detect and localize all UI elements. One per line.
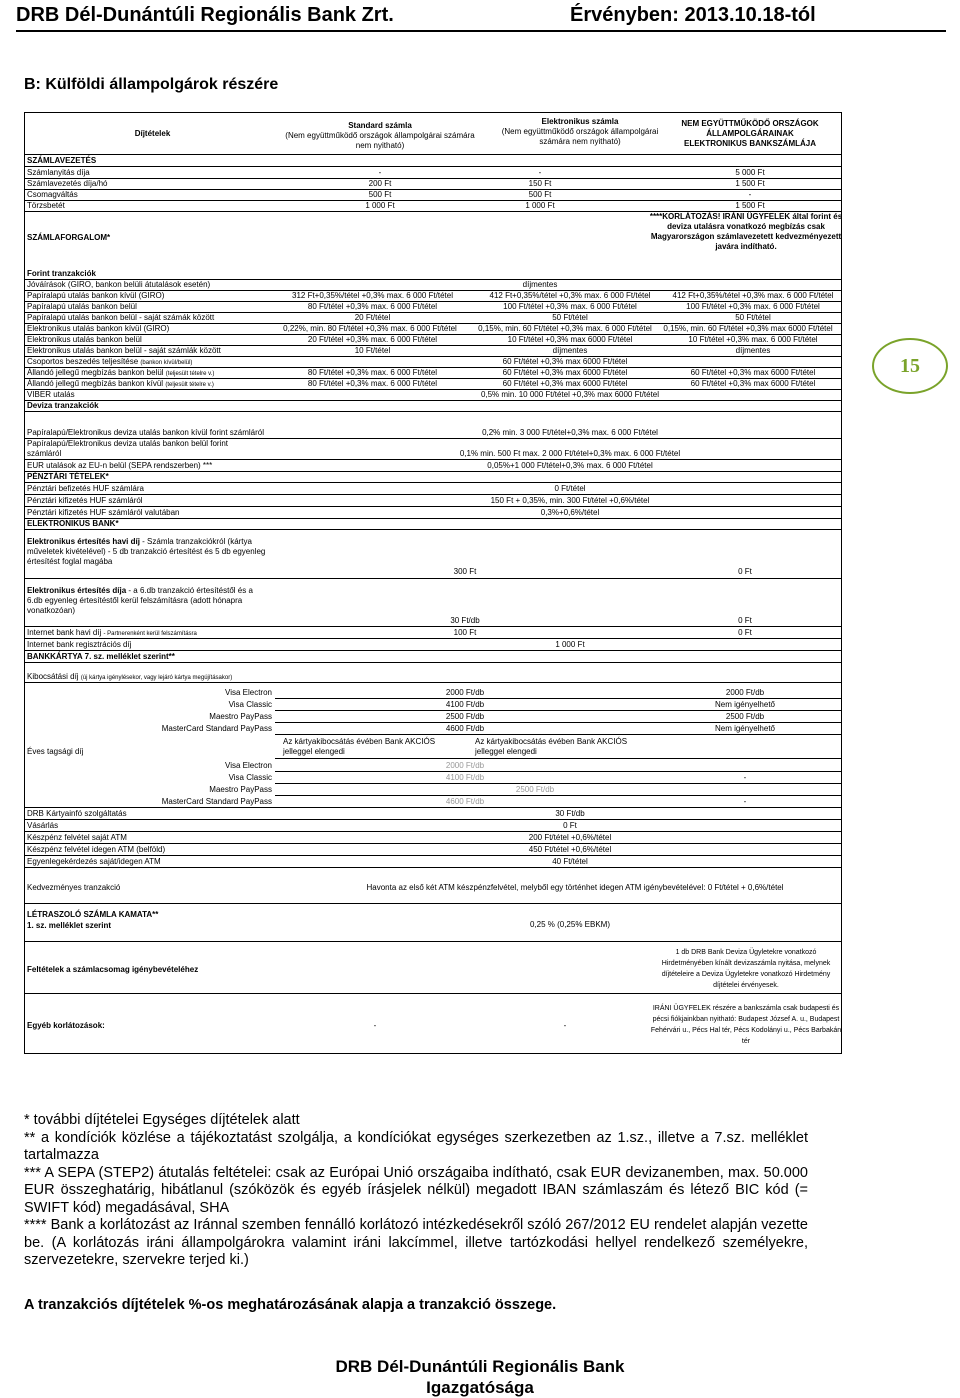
footnotes xyxy=(24,1112,808,1270)
r-elbelul-el: 10 Ft/tétel +0,3% max 6000 Ft/tétel xyxy=(507,335,633,344)
r-ertdb-nc: 0 Ft xyxy=(738,616,752,625)
r-viber-label: VIBER utalás xyxy=(27,390,75,399)
r-ertdb-label: Elektronikus értesítés díja - a 6.db tranzakció értesítéstől és a 6.db egyenleg értesítéstől kerül felszámításra (adott hónapra vonatkozóan) xyxy=(27,586,253,615)
r-allbelul-el: 60 Ft/tétel +0,3% max 6000 Ft/tétel xyxy=(502,368,628,377)
card2-name: Visa Classic xyxy=(228,700,272,709)
r-kamata-2: 1. sz. melléklet szerint xyxy=(27,921,112,930)
r-papirbelul-el: 100 Ft/tétel +0,3% max. 6 000 Ft/tétel xyxy=(503,302,637,311)
r-elbelul-label: Elektronikus utalás bankon belül xyxy=(27,335,142,344)
col-noncoop: NEM EGYÜTTMŰKÖDŐ ORSZÁGOK ÁLLAMPOLGÁRAINAK ELEKTRONIKUS BANKSZÁMLÁJA xyxy=(681,119,819,148)
r-egyenleg-val: 40 Ft/tétel xyxy=(552,857,588,866)
r-egyeb-el: - xyxy=(563,1021,567,1030)
r-elkivul-nc: 0,15%, min. 60 Ft/tétel +0,3% max 6000 Ft/tétel xyxy=(663,324,833,333)
r-eursepa-val: 0,05%+1 000 Ft/tétel+0,3% max. 6 000 Ft/tétel xyxy=(487,461,653,470)
r-papirbelul-label: Papíralapú utalás bankon belül xyxy=(27,302,137,311)
r-befizetes-val: 0 Ft/tétel xyxy=(554,484,586,493)
sep-line xyxy=(25,650,841,651)
r-eves-label: Éves tagsági díj xyxy=(27,747,84,756)
h-deviza: Deviza tranzakciók xyxy=(27,401,99,410)
r-elkivul-el: 0,15%, min. 60 Ft/tétel +0,3% max. 6 000 Ft/tétel xyxy=(478,324,652,333)
sep-line xyxy=(25,867,841,868)
section-title: B: Külföldi állampolgárok részére xyxy=(24,76,279,93)
header-underline xyxy=(25,154,841,155)
card4-std: 4600 Ft/db xyxy=(445,724,485,733)
card2-std: 4100 Ft/db xyxy=(445,700,485,709)
sep-line xyxy=(275,795,841,796)
r-papirsajat-std: 20 Ft/tétel xyxy=(354,313,391,322)
r-kibocsatasi-label: Kibocsátási díj (új kártya igénylésekor, vagy lejáró kártya megújításakor) xyxy=(27,672,233,681)
r-elsajat-nc: díjmentes xyxy=(735,346,771,355)
r-allkivul-std: 80 Ft/tétel +0,3% max. 6 000 Ft/tétel xyxy=(307,379,438,388)
col-fees: Díjtételek xyxy=(134,129,171,138)
sep-line xyxy=(25,482,841,483)
r-kpsajat-label: Készpénz felvétel saját ATM xyxy=(27,833,127,842)
card6-nc: - xyxy=(743,773,747,782)
bank-title: DRB Dél-Dunántúli Regionális Bank Zrt. xyxy=(16,4,394,26)
card5-std: 2000 Ft/db xyxy=(445,761,485,770)
card8-nc: - xyxy=(743,797,747,806)
r-befizetes-label: Pénztári befizetés HUF számlára xyxy=(27,484,144,493)
col-standard-title: Standard számla xyxy=(348,121,412,130)
card3-nc: 2500 Ft/db xyxy=(725,712,765,721)
card3-std: 2500 Ft/db xyxy=(445,712,485,721)
h-forint: Forint tranzakciók xyxy=(27,269,96,278)
h-elektronikus-bank: ELEKTRONIKUS BANK* xyxy=(27,519,119,528)
card7-name: Maestro PayPass xyxy=(209,785,272,794)
r-eursepa-label: EUR utalások az EU-n belül (SEPA rendszerben) *** xyxy=(27,461,213,470)
page-number-badge: 15 xyxy=(872,338,948,394)
r-vezetes-std: 200 Ft xyxy=(368,179,392,188)
r-csomag-std: 500 Ft xyxy=(368,190,392,199)
r-papirsajat-nc: 50 Ft/tétel xyxy=(735,313,771,322)
card1-name: Visa Electron xyxy=(225,688,272,697)
r-elsajat-el: díjmentes xyxy=(552,346,588,355)
r-nyitas-nc: 5 000 Ft xyxy=(735,168,765,177)
card1-nc: 2000 Ft/db xyxy=(725,688,765,697)
sep-line xyxy=(25,400,841,401)
r-csomag-nc: - xyxy=(748,190,752,199)
r-allbelul-std: 80 Ft/tétel +0,3% max. 6 000 Ft/tétel xyxy=(307,368,438,377)
card4-name: MasterCard Standard PayPass xyxy=(161,724,272,733)
sep-line xyxy=(275,771,841,772)
r-vasarlas-val: 0 Ft xyxy=(563,821,577,830)
r-viber-val: 0,5% min. 10 000 Ft/tétel +0,3% max 6000 Ft/tétel xyxy=(480,390,660,399)
r-ibhavi-label: Internet bank havi díj - Partnerenként kerül felszámításra xyxy=(27,628,197,637)
signature-line-1: DRB Dél-Dunántúli Regionális Bank xyxy=(335,1357,625,1376)
r-torzs-el: 1 000 Ft xyxy=(525,201,555,210)
r-csomag-el: 500 Ft xyxy=(528,190,552,199)
sep-line xyxy=(25,471,841,472)
r-elbelul-std: 20 Ft/tétel +0,3% max. 6 000 Ft/tétel xyxy=(307,335,438,344)
sep-line xyxy=(275,734,841,735)
signature-line-2: Igazgatósága xyxy=(426,1378,534,1397)
sep-line xyxy=(25,518,841,519)
sep-line xyxy=(25,411,841,412)
r-ertdb-std: 30 Ft/db xyxy=(450,616,480,625)
r-elsajat-std: 10 Ft/tétel xyxy=(354,346,391,355)
r-allkivul-label: Állandó jellegű megbízás bankon kívül (teljesült tételre v.) xyxy=(27,379,214,388)
r-nyitas-label: Számlanyitás díja xyxy=(27,168,90,177)
card6-std: 4100 Ft/db xyxy=(445,773,485,782)
sep-line xyxy=(25,941,841,942)
sep-line xyxy=(25,855,841,856)
r-ibhavi-nc: 0 Ft xyxy=(738,628,752,637)
r-erthavi-std: 300 Ft xyxy=(453,567,477,576)
korlatozas-note: ****KORLÁTOZÁS! IRÁNI ÜGYFELEK által forint és deviza utalásra vonatkozó megbízás csak Magyarországon számlavezetett kedvezményezett javára indítható. xyxy=(649,212,843,251)
r-kpidegen-label: Készpénz felvétel idegen ATM (belföld) xyxy=(27,845,166,854)
r-ibreg-label: Internet bank regisztrációs díj xyxy=(27,640,132,649)
card7-std: 2500 Ft/db xyxy=(515,785,555,794)
h-szamlavezetes: SZÁMLAVEZETÉS xyxy=(27,156,97,165)
card8-std: 4600 Ft/db xyxy=(445,797,485,806)
sep-line xyxy=(275,758,841,759)
r-ibreg-val: 1 000 Ft xyxy=(555,640,585,649)
sep-line xyxy=(275,698,841,699)
r-feltetelek-val: 1 db DRB Bank Deviza Ügyletekre vonatkozó Hirdetményében kínált devizaszámla nyitása, melynek díjtételeire a Deviza Ügyletekre vonatkozó Hirdetmény díjtételei érvényesek. xyxy=(661,949,831,989)
akcio-std: Az kártyakibocsátás évében Bank AKCIÓS jelleggel elengedi xyxy=(283,737,436,756)
r-egyeb-label: Egyéb korlátozások: xyxy=(27,1021,105,1030)
r-valuta-val: 0,3%+0,6%/tétel xyxy=(540,508,600,517)
r-vezetes-nc: 1 500 Ft xyxy=(735,179,765,188)
header-divider xyxy=(16,30,946,32)
sep-line xyxy=(25,529,841,530)
r-allbelul-nc: 60 Ft/tétel +0,3% max 6000 Ft/tétel xyxy=(690,368,816,377)
h-penztari: PÉNZTÁRI TÉTELEK* xyxy=(27,472,109,481)
r-kpsajat-val: 200 Ft/tétel +0,6%/tétel xyxy=(528,833,612,842)
r-kamata-1: LÉTRASZOLÓ SZÁMLA KAMATA** xyxy=(27,910,159,919)
r-egyenleg-label: Egyenlegekérdezés saját/idegen ATM xyxy=(27,857,161,866)
r-drbkartya-label: DRB Kártyainfó szolgáltatás xyxy=(27,809,127,818)
card5-name: Visa Electron xyxy=(225,761,272,770)
r-elsajat-label: Elektronikus utalás bankon belül - saját számlák között xyxy=(27,346,221,355)
sep-line xyxy=(25,682,841,683)
sep-line xyxy=(25,819,841,820)
sep-line xyxy=(25,831,841,832)
r-egyeb-val: IRÁNI ÜGYFELEK részére a bankszámla csak budapesti és pécsi fiókjainkban nyitható: Budapest József A. u., Budapest Fehérvári u., Pécs Hal tér, Pécs Kodolányi u., Pécs Barbakán tér xyxy=(650,1005,842,1045)
r-papirkivul-label: Papíralapú utalás bankon kívül (GIRO) xyxy=(27,291,165,300)
r-allbelul-label: Állandó jellegű megbízás bankon belül (teljesült tételre v.) xyxy=(27,368,215,377)
sep-line xyxy=(25,903,841,904)
r-papirkivul-el: 412 Ft+0,35%/tétel +0,3% max. 6 000 Ft/tétel xyxy=(489,291,651,300)
footnote-2: ** a kondíciók közlése a tájékoztatást szolgálja, a kondíciókat egységes szerkezetben az 1.sz., illetve a 7.sz. melléklet tartalmazza xyxy=(24,1129,808,1163)
r-kedvezmenyes-label: Kedvezményes tranzakció xyxy=(27,883,121,892)
r-papirbelul-std: 80 Ft/tétel +0,3% max. 6 000 Ft/tétel xyxy=(307,302,438,311)
sep-line xyxy=(25,506,841,507)
r-jovairas-label: Jóváírások (GIRO, bankon belüli átutalások esetén) xyxy=(27,280,211,289)
signature-block xyxy=(0,1356,960,1398)
r-csomag-label: Csomagváltás xyxy=(27,190,78,199)
card3-name: Maestro PayPass xyxy=(209,712,272,721)
sep-line xyxy=(25,166,841,167)
sep-line xyxy=(25,459,841,460)
r-allkivul-el: 60 Ft/tétel +0,3% max 6000 Ft/tétel xyxy=(502,379,628,388)
r-papirsajat-label: Papíralapú utalás bankon belül - saját számák között xyxy=(27,313,215,322)
sep-line xyxy=(275,783,841,784)
r-erthavi-label: Elektronikus értesítés havi díj - Számla tranzakciókról (kártya műveletek kivételével) - 5 db tranzakció értesítést és 5 db egyenleg értesítést foglal magába xyxy=(27,537,266,566)
col-standard-sub: (Nem együttműködő országok állampolgárai számára nem nyitható) xyxy=(285,131,475,150)
sep-line xyxy=(25,578,841,579)
r-devkivul-label: Papíralapú/Elektronikus deviza utalás bankon kívül forint számláról xyxy=(27,428,265,437)
r-papirkivul-std: 312 Ft+0,35%/tétel +0,3% max. 6 000 Ft/tétel xyxy=(292,291,453,300)
r-papirsajat-el: 50 Ft/tétel xyxy=(552,313,588,322)
r-elkivul-std: 0,22%, min. 80 Ft/tétel +0,3% max. 6 000 Ft/tétel xyxy=(283,324,457,333)
r-nyitas-std: - xyxy=(378,168,382,177)
r-torzs-label: Törzsbetét xyxy=(27,201,65,210)
akcio-el: Az kártyakibocsátás évében Bank AKCIÓS jelleggel elengedi xyxy=(475,737,628,756)
r-feltetelek-label: Feltételek a számlacsomag igénybevételéhez xyxy=(27,965,199,974)
card8-name: MasterCard Standard PayPass xyxy=(161,797,272,806)
sep-line xyxy=(25,843,841,844)
validity-date: Érvényben: 2013.10.18-tól xyxy=(570,4,816,26)
card1-std: 2000 Ft/db xyxy=(445,688,485,697)
r-devbelul-label: Papíralapú/Elektronikus deviza utalás bankon belül forint számláról xyxy=(27,439,229,458)
h-szamlaforgalom: SZÁMLAFORGALOM* xyxy=(27,233,111,242)
sep-line xyxy=(25,807,841,808)
card4-nc: Nem igényelhető xyxy=(714,724,776,733)
fee-table xyxy=(24,112,842,1054)
r-devkivul-val: 0,2% min. 3 000 Ft/tétel+0,3% max. 6 000 Ft/tétel xyxy=(482,428,658,437)
r-papirkivul-nc: 412 Ft+0,35%/tétel +0,3% max. 6 000 Ft/tétel xyxy=(672,291,834,300)
r-vezetes-label: Számlavezetés díja/hó xyxy=(27,179,108,188)
percent-basis-note: A tranzakciós díjtételek %-os meghatározásának alapja a tranzakció összege. xyxy=(24,1297,557,1313)
r-nyitas-el: - xyxy=(538,168,542,177)
footnote-4: **** Bank a korlátozást az Iránnal szemben fennálló korlátozó intézkedésekről szóló 267/2012 EU rendelet alapján vezette be. (A korlátozás iráni állampolgárokra valamint iráni lakcímmel, illetve tartózkodási hellyel rendelkező személyekre, szervezetekre, szervekre terjed ki.) xyxy=(24,1217,808,1268)
sep-line xyxy=(25,638,841,639)
sep-line xyxy=(275,710,841,711)
r-devbelul-val: 0,1% min. 500 Ft max. 2 000 Ft/tétel+0,3% max. 6 000 Ft/tétel xyxy=(459,449,681,458)
r-csoportos-val: 60 Ft/tétel +0,3% max 6000 Ft/tétel xyxy=(502,357,628,366)
sep-line xyxy=(275,722,841,723)
card2-nc: Nem igényelhető xyxy=(714,700,776,709)
r-kedvezmenyes-val: Havonta az első két ATM készpénzfelvétel, melyből egy történhet idegen ATM igénybevételével: 0 Ft/tétel + 0,6%/tétel xyxy=(366,883,784,892)
r-vasarlas-label: Vásárlás xyxy=(27,821,59,830)
r-elbelul-nc: 10 Ft/tétel +0,3% max. 6 000 Ft/tétel xyxy=(688,335,818,344)
h-bankkartya: BANKKÁRTYA 7. sz. melléklet szerint** xyxy=(27,652,175,661)
r-kifizetes-val: 150 Ft + 0,35%, min. 300 Ft/tétel +0,6%/tétel xyxy=(490,496,650,505)
r-valuta-label: Pénztári kifizetés HUF számláról valutában xyxy=(27,508,180,517)
footnote-1: * további díjtételei Egységes díjtételek alatt xyxy=(24,1112,300,1128)
r-egyeb-std: - xyxy=(373,1021,377,1030)
r-kamata-val: 0,25 % (0,25% EBKM) xyxy=(529,920,611,929)
col-electronic-sub: (Nem együttműködő országok állampolgárai számára nem nyitható) xyxy=(501,127,659,146)
sep-line xyxy=(25,494,841,495)
card6-name: Visa Classic xyxy=(228,773,272,782)
footnote-3: *** A SEPA (STEP2) átutalás feltételei: csak az Európai Unió országaiba indítható, csak EUR devizanemben, max. 50.000 EUR összeghatárig, hibátlanul (szóközök és egyéb írásjelek nélkül) megadott IBAN számlaszám és létező BIC kód (= SWIFT kód) megadásával, SHA xyxy=(24,1164,808,1216)
sep-line xyxy=(25,626,841,627)
sep-line xyxy=(25,662,841,663)
sep-line xyxy=(25,389,841,390)
r-jovairas-val: díjmentes xyxy=(522,280,558,289)
r-allkivul-nc: 60 Ft/tétel +0,3% max 6000 Ft/tétel xyxy=(690,379,816,388)
r-papirbelul-nc: 100 Ft/tétel +0,3% max. 6 000 Ft/tétel xyxy=(686,302,820,311)
sep-line xyxy=(25,993,841,994)
r-torzs-nc: 1 500 Ft xyxy=(735,201,765,210)
r-ibhavi-std: 100 Ft xyxy=(453,628,477,637)
r-csoportos-label: Csoportos beszedés teljesítése (bankon kívül/belül) xyxy=(27,357,193,366)
r-kifizetes-label: Pénztári kifizetés HUF számláról xyxy=(27,496,143,505)
r-torzs-std: 1 000 Ft xyxy=(365,201,395,210)
col-electronic-title: Elektronikus számla xyxy=(541,117,619,126)
r-elkivul-label: Elektronikus utalás bankon kívül (GIRO) xyxy=(27,324,170,333)
r-drbkartya-val: 30 Ft/db xyxy=(555,809,585,818)
r-kpidegen-val: 450 Ft/tétel +0,6%/tétel xyxy=(528,845,612,854)
r-vezetes-el: 150 Ft xyxy=(528,179,552,188)
r-erthavi-nc: 0 Ft xyxy=(738,567,752,576)
